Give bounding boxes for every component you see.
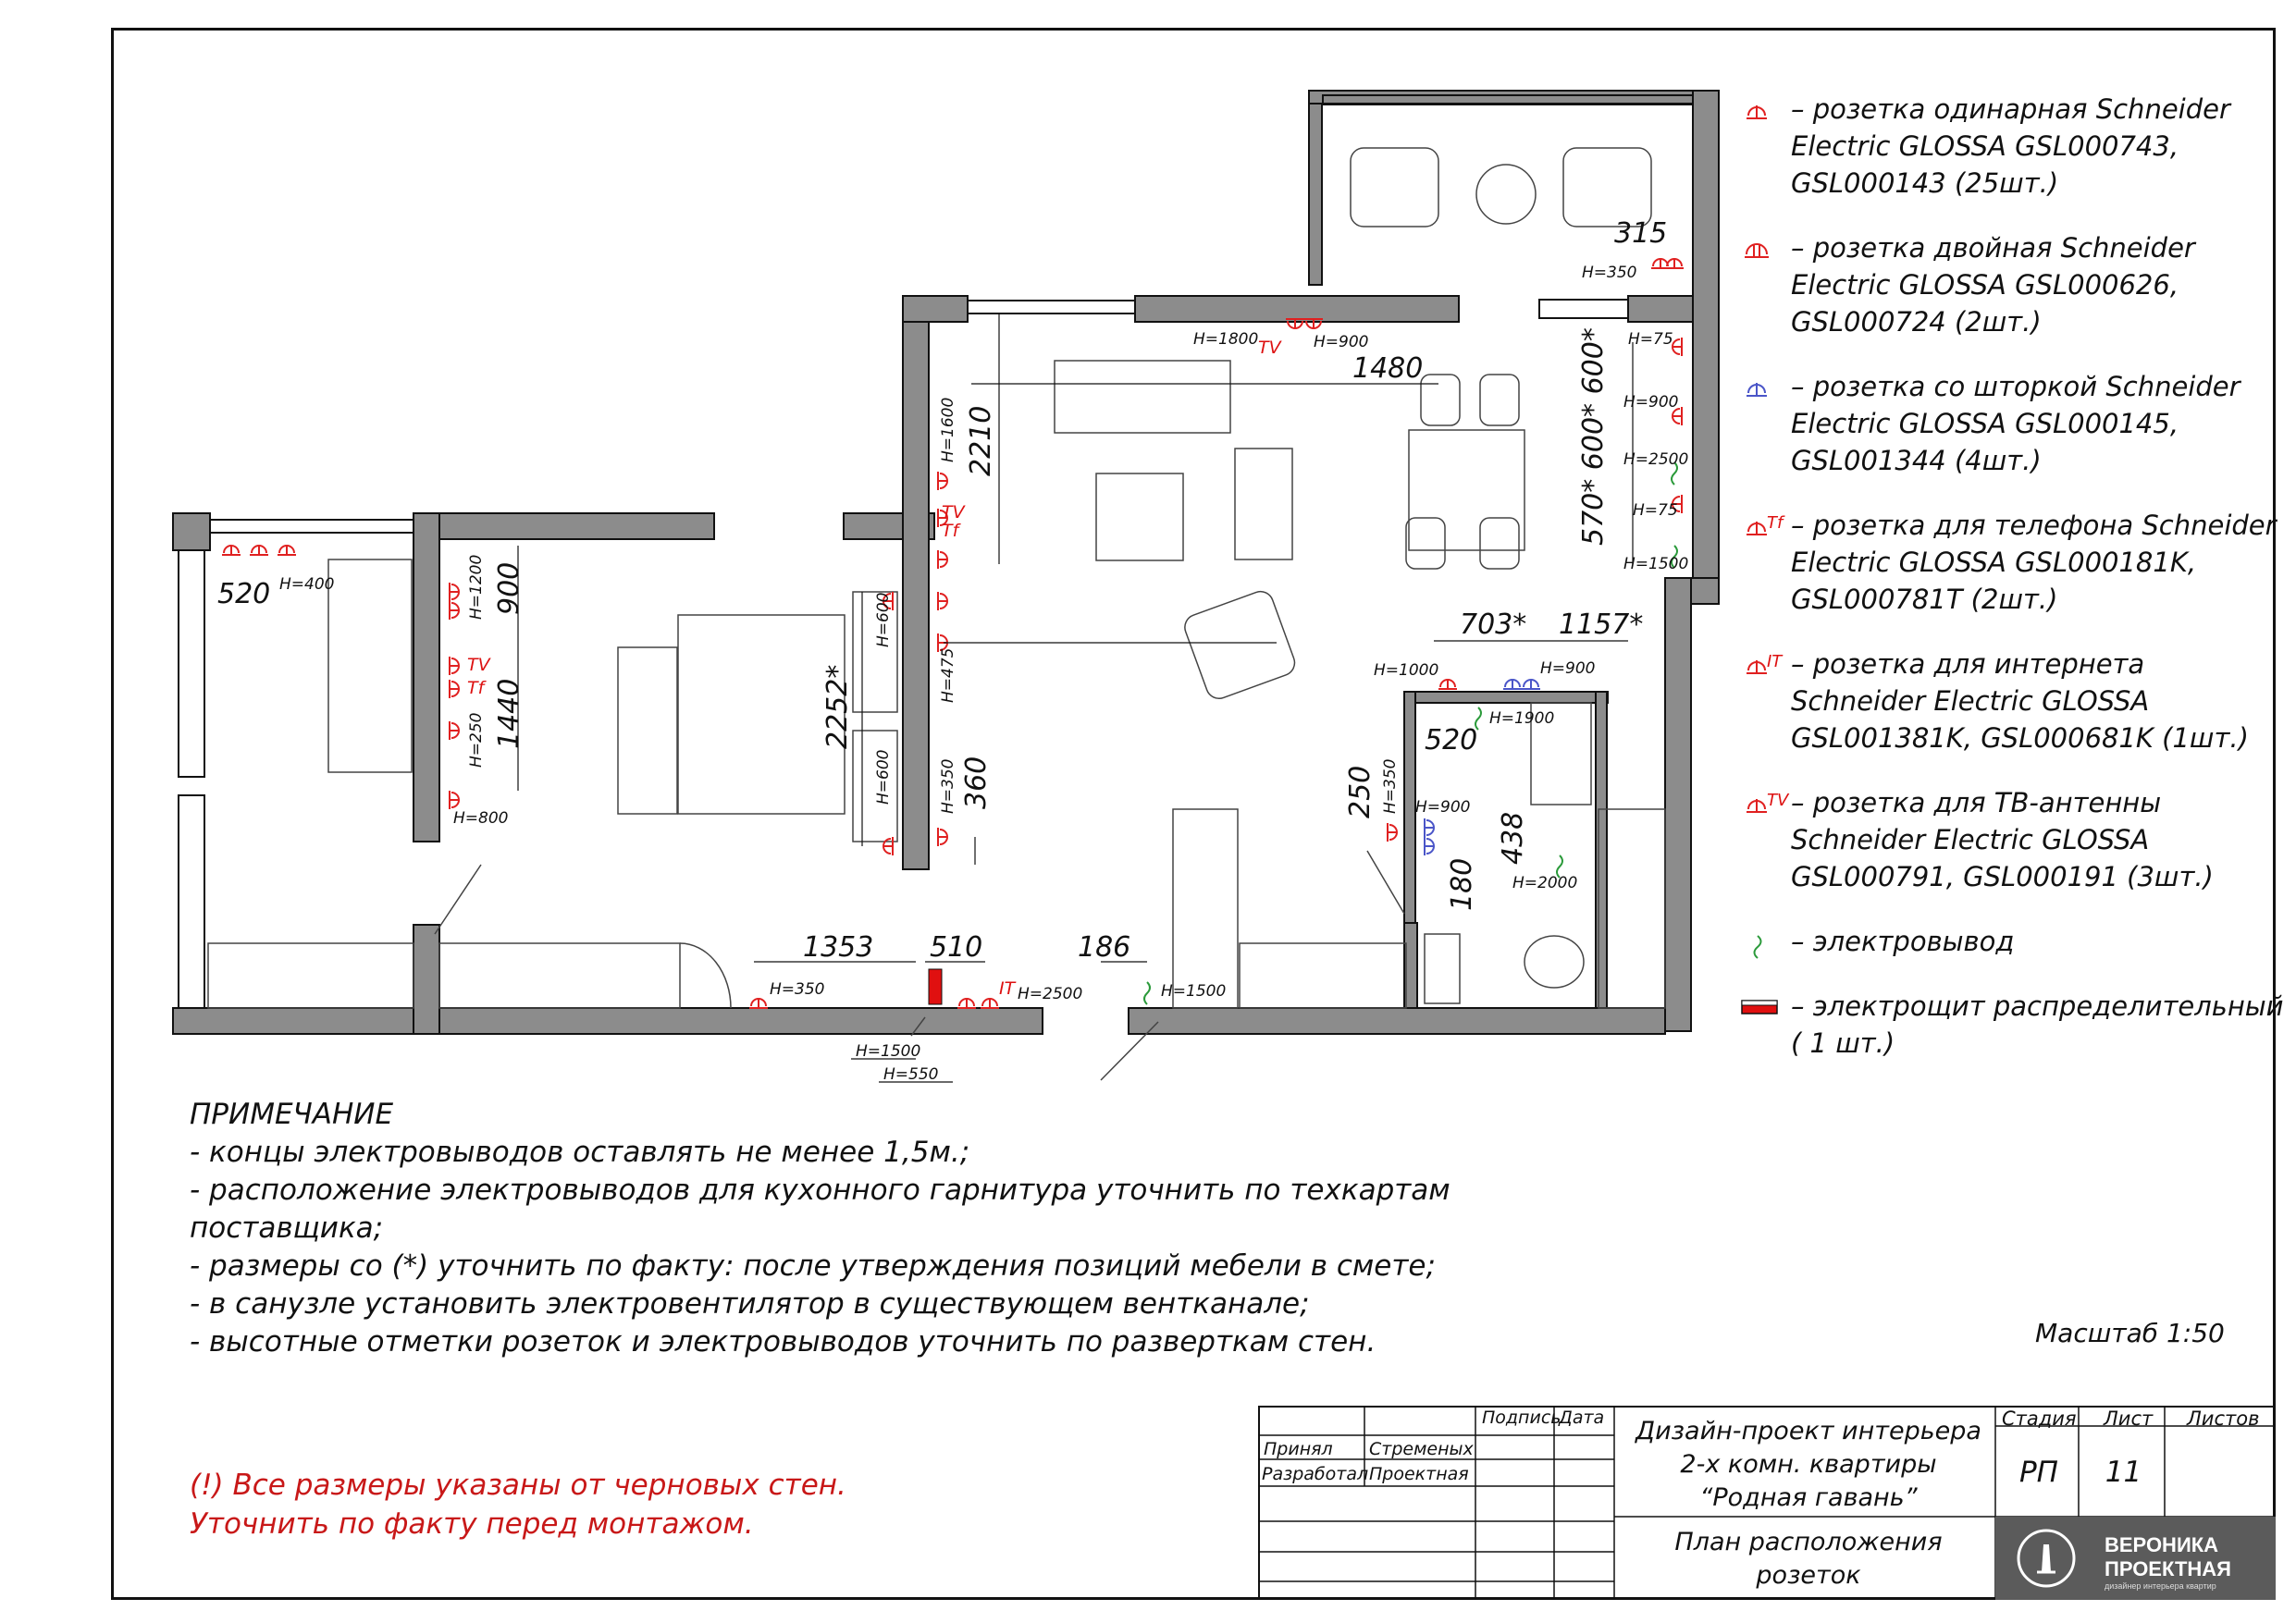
legend-item-shutter-socket: – розетка со шторкой Schneider Electric GLOSSA GSL000145, GSL001344 (4шт.) (1739, 368, 2285, 479)
tb-data: Дата (1559, 1408, 1605, 1428)
tb-razrabotal: Разработал (1262, 1464, 1369, 1484)
tb-sheet-value: 11 (2105, 1456, 2142, 1489)
dim-510: 510 (930, 931, 983, 964)
h-900a: H=900 (1314, 333, 1369, 351)
dim-1480: 1480 (1352, 352, 1424, 385)
h-1800: H=1800 (1193, 330, 1259, 349)
notes-title: ПРИМЕЧАНИЕ (190, 1098, 394, 1131)
h-2500a: H=2500 (1623, 450, 1689, 469)
logo-line-3: дизайнер интерьера квартир (2105, 1581, 2216, 1591)
dim-360: 360 (960, 756, 993, 809)
notes-line-1: - концы электровыводов оставлять не менее 1,5м.; (190, 1136, 970, 1169)
h-350d: H=350 (770, 980, 825, 999)
dim-570-600-600: 570* 600* 600* (1577, 327, 1610, 546)
distribution-board (929, 969, 942, 1004)
dim-703: 703* (1460, 609, 1527, 641)
h-1200: H=1200 (467, 554, 486, 620)
dim-438: 438 (1497, 811, 1529, 865)
h-350b: H=350 (939, 758, 957, 814)
dim-520b: 520 (1425, 724, 1478, 756)
h-475: H=475 (939, 647, 957, 703)
h-600b: H=600 (874, 749, 893, 805)
tag-it: IT (999, 978, 1016, 999)
dim-2210: 2210 (965, 405, 997, 476)
h-2000: H=2000 (1512, 874, 1578, 892)
dim-1440: 1440 (493, 678, 525, 749)
warning-line-2: Уточнить по факту перед монтажом. (190, 1507, 754, 1541)
shutter-socket-icon (1739, 374, 1782, 405)
notes-line-2: - расположение электровыводов для кухонного гарнитура уточнить по техкартам поставщика; (190, 1174, 1460, 1245)
notes (190, 1096, 1485, 1361)
tag-tf1: Tf (942, 521, 959, 541)
h-350a: H=350 (1582, 264, 1637, 282)
studio-logo (1995, 1517, 2276, 1600)
legend-item-double-socket: – розетка двойная Schneider Electric GLOSSA GSL000626, GSL000724 (2шт.) (1739, 229, 2285, 340)
tag-tv3: TV (467, 655, 490, 675)
tb-sheet-title: План расположения розеток (1674, 1528, 1943, 1590)
tb-stage-value: РП (2018, 1456, 2058, 1489)
scale-label: Масштаб 1:50 (2035, 1318, 2225, 1348)
notes-line-5: - высотные отметки розеток и электровыводов уточнить по разверткам стен. (190, 1325, 1376, 1359)
legend-item-internet-socket: IT – розетка для интернета Schneider Electric GLOSSA GSL001381K, GSL000681K (1шт.) (1739, 646, 2285, 756)
legend (1739, 91, 2285, 1089)
notes-line-4: - в санузле установить электровентилятор в существующем вентканале; (190, 1287, 1310, 1321)
tb-project: Дизайн-проект интерьера 2-х комн. квартиры “Родная гавань” (1636, 1417, 1981, 1512)
dim-180: 180 (1446, 857, 1478, 911)
legend-item-cable-outlet: – электровывод (1739, 923, 2285, 960)
h-250: H=250 (467, 712, 486, 768)
h-400: H=400 (279, 575, 335, 594)
single-socket-icon (1739, 96, 1782, 128)
logo-line-2: ПРОЕКТНАЯ (2105, 1557, 2231, 1580)
h-1500a: H=1500 (1623, 555, 1689, 573)
dim-250: 250 (1344, 765, 1376, 818)
tag-tf2: Tf (467, 678, 485, 698)
h-550: H=550 (883, 1065, 939, 1084)
h-75b: H=75 (1633, 501, 1678, 520)
h-1000: H=1000 (1374, 661, 1439, 680)
warning (190, 1466, 846, 1543)
tb-stadiya: Стадия (2002, 1408, 2077, 1430)
legend-item-phone-socket: Tf – розетка для телефона Schneider Electric GLOSSA GSL000181K, GSL000781T (2шт.) (1739, 507, 2285, 618)
notes-line-3: - размеры со (*) уточнить по факту: после утверждения позиций мебели в смете; (190, 1249, 1436, 1283)
dim-186: 186 (1078, 931, 1131, 964)
warning-line-1: (!) Все размеры указаны от черновых стен. (190, 1469, 846, 1502)
h-75a: H=75 (1628, 330, 1673, 349)
dim-1157: 1157* (1559, 609, 1644, 641)
tb-list: Лист (2104, 1408, 2154, 1430)
h-900b: H=900 (1623, 393, 1679, 412)
tag-tv1: TV (1258, 338, 1281, 358)
legend-item-tv-socket: TV – розетка для ТВ-антенны Schneider Electric GLOSSA GSL000791, GSL000191 (3шт.) (1739, 784, 2285, 895)
h-900c: H=900 (1540, 659, 1596, 678)
dim-1353: 1353 (803, 931, 874, 964)
h-350c: H=350 (1381, 758, 1400, 814)
h-1500b: H=1500 (1161, 982, 1227, 1001)
h-800: H=800 (453, 809, 509, 828)
cable-outlet-icon (1739, 928, 1782, 960)
dim-900: 900 (493, 561, 525, 615)
legend-item-distribution-board: – электрощит распределительный ( 1 шт.) (1739, 988, 2285, 1062)
h-600a: H=600 (874, 592, 893, 647)
h-1600: H=1600 (939, 397, 957, 462)
double-socket-icon (1739, 235, 1782, 266)
tb-prinyal: Принял (1264, 1439, 1333, 1459)
dim-2252: 2252* (821, 664, 854, 749)
h-900d: H=900 (1415, 798, 1471, 817)
h-2500b: H=2500 (1018, 985, 1083, 1003)
logo-line-1: ВЕРОНИКА (2105, 1533, 2219, 1556)
dim-315: 315 (1614, 217, 1668, 250)
legend-item-single-socket: – розетка одинарная Schneider Electric GLOSSA GSL000743, GSL000143 (25шт.) (1739, 91, 2285, 202)
lighthouse-icon (1995, 1517, 2097, 1600)
distribution-board-icon (1739, 993, 1782, 1025)
tb-podpis: Подпись (1482, 1408, 1562, 1428)
tb-razrabotal-name: Проектная (1369, 1464, 1469, 1484)
tb-listov: Листов (2187, 1408, 2260, 1430)
tb-prinyal-name: Стременых (1369, 1439, 1474, 1459)
h-1900: H=1900 (1489, 709, 1555, 728)
dim-520a: 520 (217, 578, 271, 610)
tag-tv2: TV (942, 502, 965, 523)
h-1500c: H=1500 (856, 1042, 921, 1061)
